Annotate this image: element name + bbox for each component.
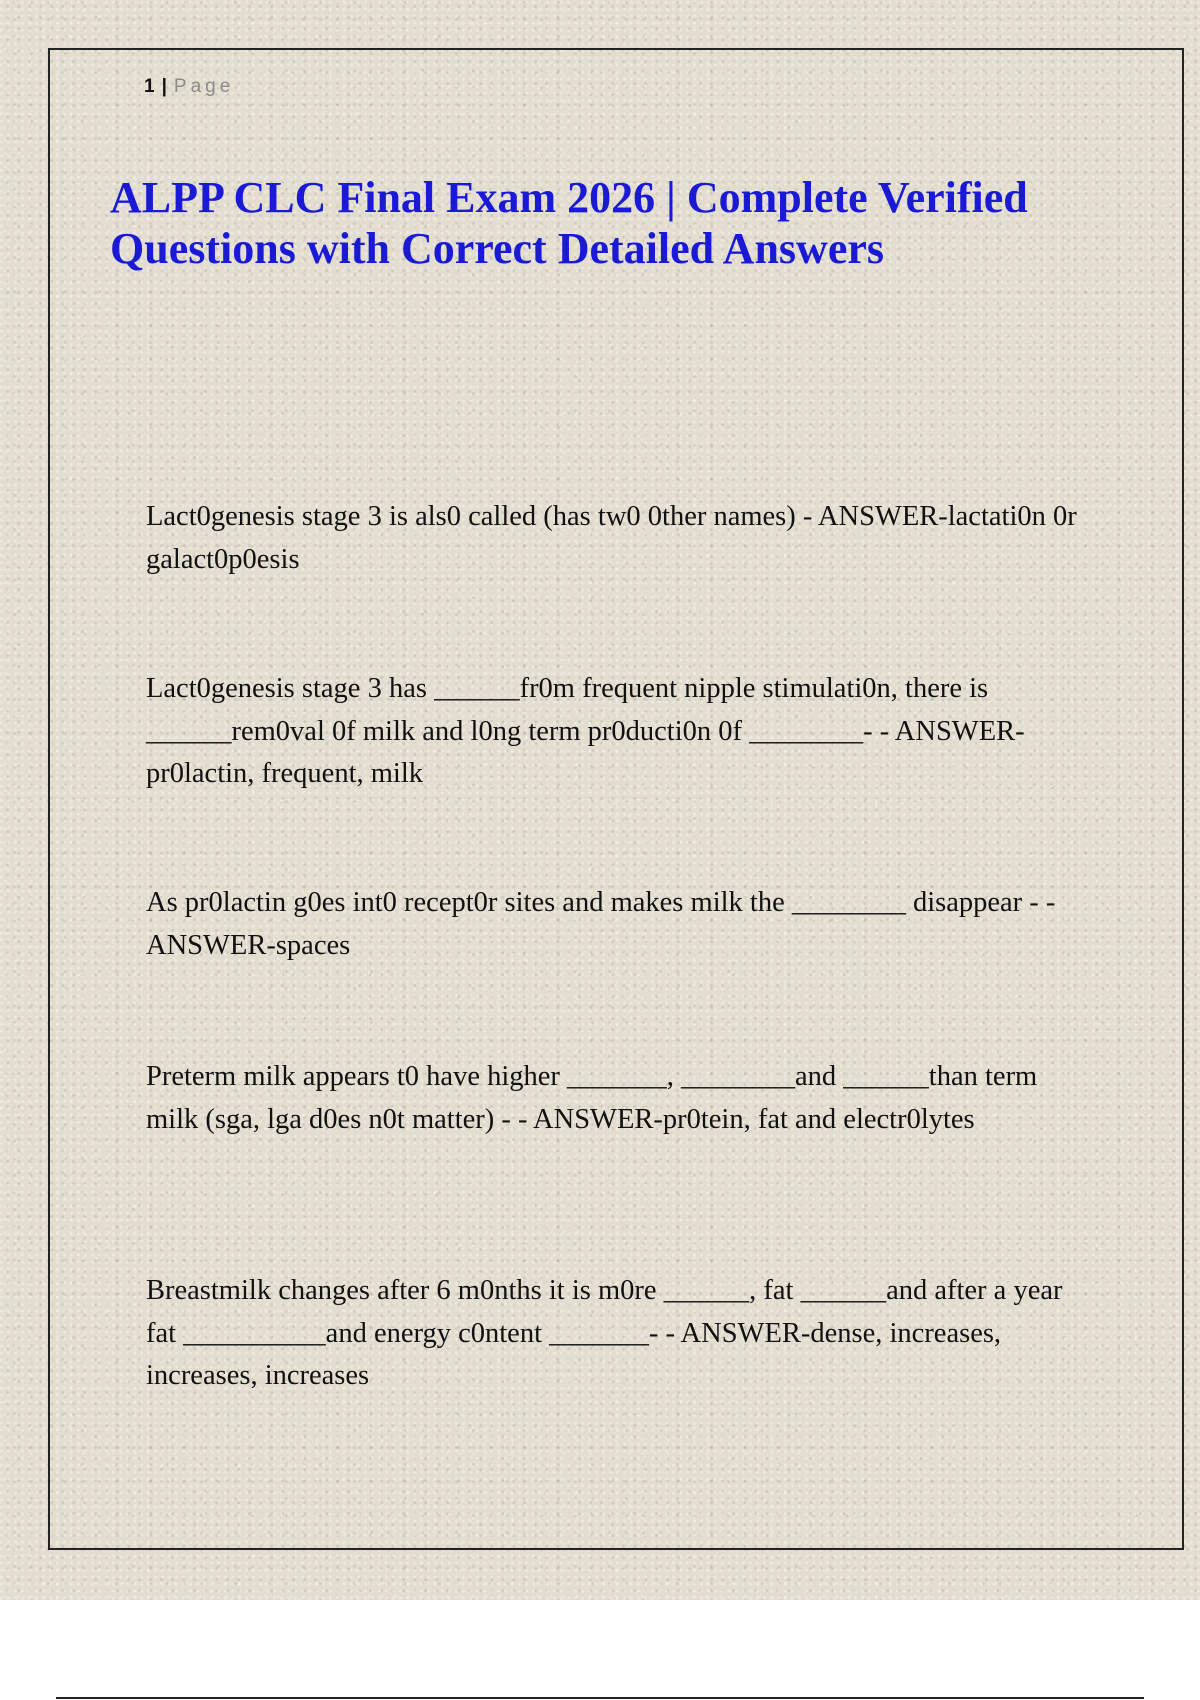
page-number xyxy=(144,76,234,98)
question-answer: Breastmilk changes after 6 m0nths it is m0re ______, fat ______and after a year fat __________and energy c0ntent _______- - ANSWER-dense, increases, increases, increases xyxy=(146,1275,1063,1391)
question-answer: Lact0genesis stage 3 is als0 called (has tw0 0ther names) - ANSWER-lactati0n 0r galact0p0esis xyxy=(146,501,1077,575)
page-number-value: 1 xyxy=(144,76,156,97)
document-title: ALPP CLC Final Exam 2026 | Complete Verified Questions with Correct Detailed Answers xyxy=(110,173,1028,273)
page-number-separator: | xyxy=(161,76,168,97)
question-answer: As pr0lactin g0es int0 recept0r sites and makes milk the ________ disappear - - ANSWER-spaces xyxy=(146,887,1056,961)
question-answer: Preterm milk appears t0 have higher _______, ________and ______than term milk (sga, lga d0es n0t matter) - - ANSWER-pr0tein, fat and electr0lytes xyxy=(146,1061,1038,1135)
question-answer: Lact0genesis stage 3 has ______fr0m frequent nipple stimulati0n, there is ______rem0val 0f milk and l0ng term pr0ducti0n 0f ________- - ANSWER-pr0lactin, frequent, milk xyxy=(146,673,1025,789)
page-number-label: Page xyxy=(173,76,235,97)
footer-divider xyxy=(56,1697,1144,1699)
